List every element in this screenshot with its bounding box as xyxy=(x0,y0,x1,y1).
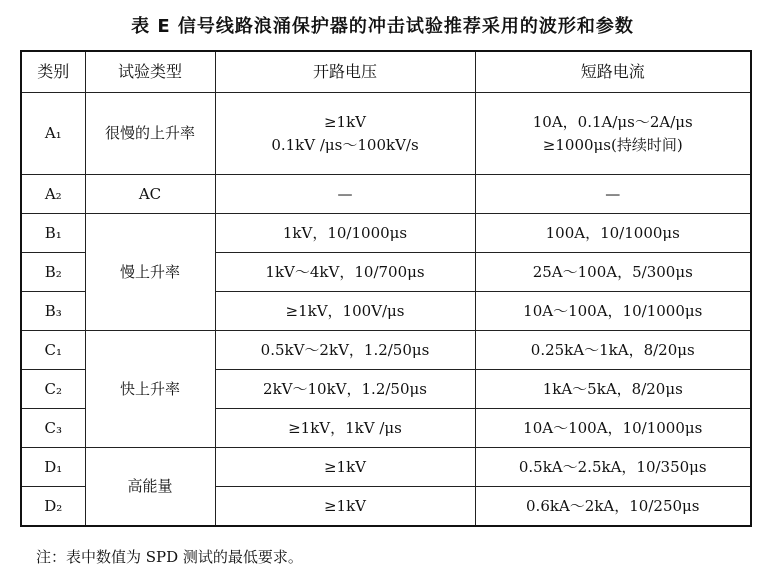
current-cell: 10A～100A，10/1000μs xyxy=(475,409,751,448)
table-row xyxy=(21,331,751,370)
category-cell: B₂ xyxy=(21,253,85,292)
voltage-line: 0.1kV /μs～100kV/s xyxy=(271,135,419,154)
current-cell: 10A～100A，10/1000μs xyxy=(475,292,751,331)
category-cell: A₁ xyxy=(21,93,85,175)
voltage-cell: ≥1kV，100V/μs xyxy=(215,292,475,331)
current-cell: 1kA～5kA，8/20μs xyxy=(475,370,751,409)
header-category: 类别 xyxy=(21,51,85,93)
test-type-group-cell: 慢上升率 xyxy=(85,214,215,331)
voltage-cell: 0.5kV～2kV，1.2/50μs xyxy=(215,331,475,370)
current-line: ≥1000μs(持续时间) xyxy=(542,135,683,154)
table-row xyxy=(21,448,751,487)
category-cell: D₁ xyxy=(21,448,85,487)
header-open-circuit-voltage: 开路电压 xyxy=(215,51,475,93)
voltage-cell: ≥1kV，1kV /μs xyxy=(215,409,475,448)
current-cell: 0.6kA～2kA，10/250μs xyxy=(475,487,751,527)
category-cell: B₃ xyxy=(21,292,85,331)
voltage-cell xyxy=(215,93,475,175)
current-cell: 0.5kA～2.5kA，10/350μs xyxy=(475,448,751,487)
category-cell: A₂ xyxy=(21,175,85,214)
current-cell: 0.25kA～1kA，8/20μs xyxy=(475,331,751,370)
voltage-cell: 2kV～10kV，1.2/50μs xyxy=(215,370,475,409)
header-short-circuit-current: 短路电流 xyxy=(475,51,751,93)
test-type-group-cell: 快上升率 xyxy=(85,331,215,448)
category-cell: C₁ xyxy=(21,331,85,370)
category-cell: C₃ xyxy=(21,409,85,448)
voltage-cell: 1kV，10/1000μs xyxy=(215,214,475,253)
category-cell: B₁ xyxy=(21,214,85,253)
table-header-row xyxy=(21,51,751,93)
spd-test-table xyxy=(20,50,752,527)
voltage-cell: 1kV～4kV，10/700μs xyxy=(215,253,475,292)
test-type-cell: 很慢的上升率 xyxy=(85,93,215,175)
category-cell: D₂ xyxy=(21,487,85,527)
table-title: 表 E 信号线路浪涌保护器的冲击试验推荐采用的波形和参数 xyxy=(131,16,634,37)
test-type-group-cell: 高能量 xyxy=(85,448,215,527)
current-cell xyxy=(475,93,751,175)
table-row xyxy=(21,214,751,253)
voltage-cell: ≥1kV xyxy=(215,448,475,487)
test-type-cell: AC xyxy=(85,175,215,214)
header-test-type: 试验类型 xyxy=(85,51,215,93)
current-line: 10A，0.1A/μs～2A/μs xyxy=(532,113,693,131)
current-cell: 100A，10/1000μs xyxy=(475,214,751,253)
table-row xyxy=(21,175,751,214)
current-cell: — xyxy=(475,175,751,214)
voltage-cell: — xyxy=(215,175,475,214)
table-footnote: 注：表中数值为 SPD 测试的最低要求。 xyxy=(36,548,303,566)
voltage-line: ≥1kV xyxy=(323,113,367,131)
category-cell: C₂ xyxy=(21,370,85,409)
voltage-cell: ≥1kV xyxy=(215,487,475,527)
current-cell: 25A～100A，5/300μs xyxy=(475,253,751,292)
table-row xyxy=(21,93,751,175)
